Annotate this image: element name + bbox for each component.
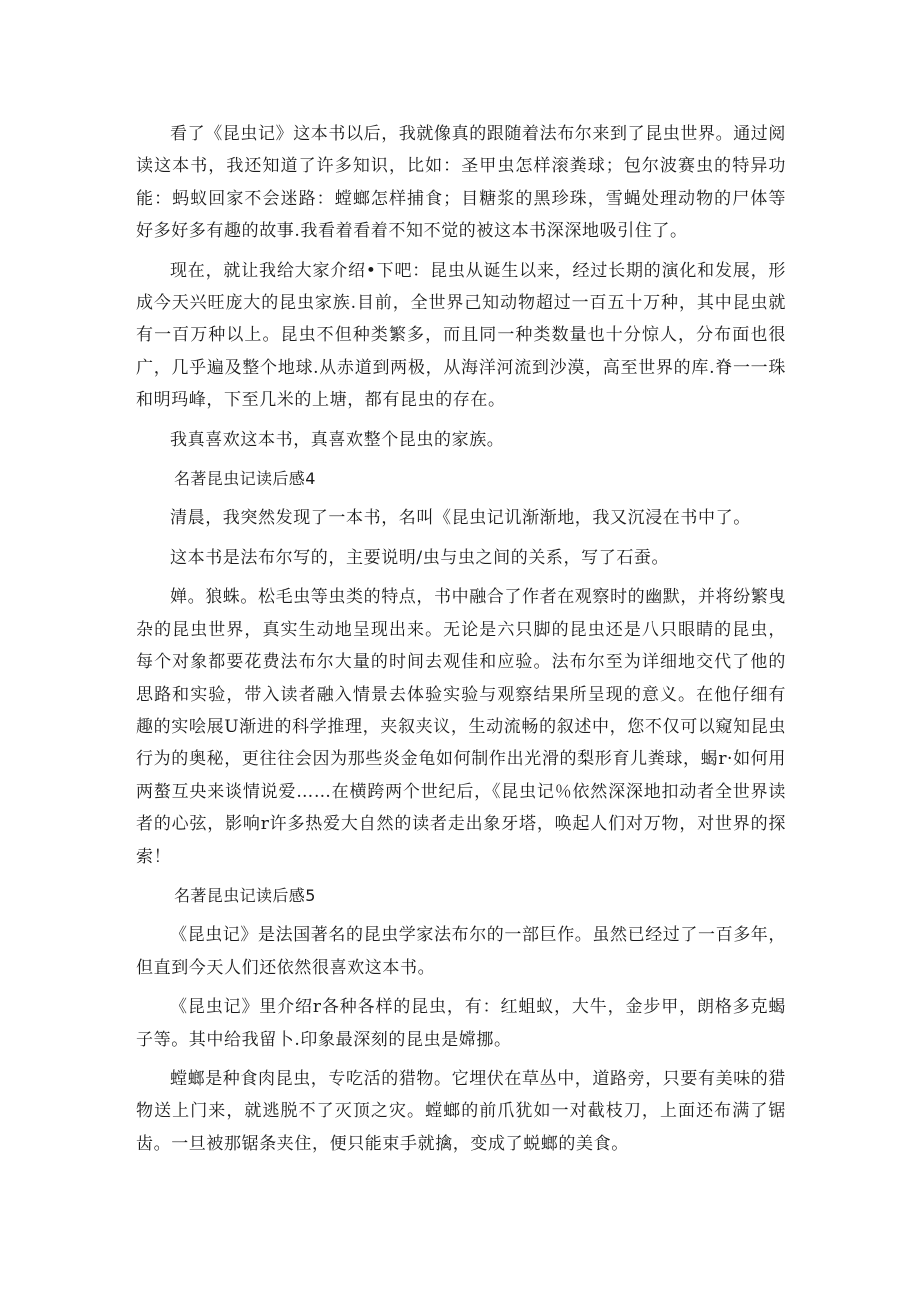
- paragraph-conclusion: 我真喜欢这本书，真喜欢整个昆虫的家族。: [170, 429, 505, 450]
- section-heading-4: 名著昆虫记读后感4: [174, 469, 316, 489]
- paragraph-4-2: 这本书是法布尔写的，主要说明/虫与虫之间的关系，写了石蚕。: [170, 547, 670, 568]
- paragraph-4-1: 清晨，我突然发现了一本书，名叫《昆虫记讥渐渐地，我又沉浸在书中了。: [170, 508, 751, 529]
- paragraph-5-3: 螳螂是种食肉昆虫，专吃活的猎物。它埋伏在草丛中，道路旁，只要有美味的猎物送上门来，就逃脱不了灭顶之灾。螳螂的前爪犹如一对截枝刀，上面还布满了锯齿。一旦被那锯条夹住，便只能束手就擒，变成了蜕螂的美食。: [136, 1068, 786, 1154]
- paragraph-5-1: 《昆虫记》是法国著名的昆虫学家法布尔的一部巨作。虽然已经过了一百多年，但直到今天人们还依然很喜欢这本书。: [136, 925, 786, 978]
- document-page: [136, 118, 786, 1160]
- paragraph-5-2: 《昆虫记》里介绍r各种各样的昆虫，有：红蛆蚁，大牛，金步甲，朗格多克蝎子等。其中给我留卜.印象最深刻的昆虫是嫦挪。: [136, 997, 786, 1050]
- section-heading-5: 名著昆虫记读后感5: [174, 885, 316, 905]
- paragraph-introduction-of-insects: 现在，就让我给大家介绍•下吧：昆虫从诞生以来，经过长期的演化和发展，形成今天兴旺庞大的昆虫家族.目前，全世界己知动物超过一百五十万种，其中昆虫就有一百万种以上。昆虫不但种类繁多，而且同一种类数量也十分惊人，分布面也很广，几乎遍及整个地球.从赤道到两极，从海洋河流到沙漠，高至世界的库.脊一一珠和明玛峰，下至几米的上塘，都有昆虫的存在。: [136, 260, 786, 411]
- paragraph-intro: 看了《昆虫记》这本书以后，我就像真的跟随着法布尔来到了昆虫世界。通过阅读这本书，我还知道了许多知识，比如：圣甲虫怎样滚粪球；包尔波赛虫的特异功能：蚂蚁回家不会迷路：螳螂怎样捕食；目糖浆的黑珍珠，雪蝇处理动物的尸体等好多好多有趣的故事.我看着看着不知不觉的被这本书深深地吸引住了。: [136, 124, 786, 242]
- paragraph-4-3: 婵。狼蛛。松毛虫等虫类的特点，书中融合了作者在观察时的幽默，并将纷繁曳杂的昆虫世界，真实生动地呈现出来。无论是六只脚的昆虫还是八只眼睛的昆虫，每个对象都要花费法布尔大量的时间去观佳和应验。法布尔至为详细地交代了他的思路和实验，带入读者融入情景去体验实验与观察结果所呈现的意义。在他仔细有趣的实哙展U渐进的科学推理，夹叙夹议，生动流畅的叙述中，您不仅可以窥知昆虫行为的奥秘，更往往会因为那些炎金龟如何制作出光滑的梨形育儿粪球，蝎r·如何用两螯互央来谈情说爱……在横跨两个世纪后，《昆虫记％依然深深地扣动者全世界读者的心弦，影响r许多热爱大自然的读者走出象牙塔，唤起人们对万物，对世界的探索！: [136, 587, 786, 867]
